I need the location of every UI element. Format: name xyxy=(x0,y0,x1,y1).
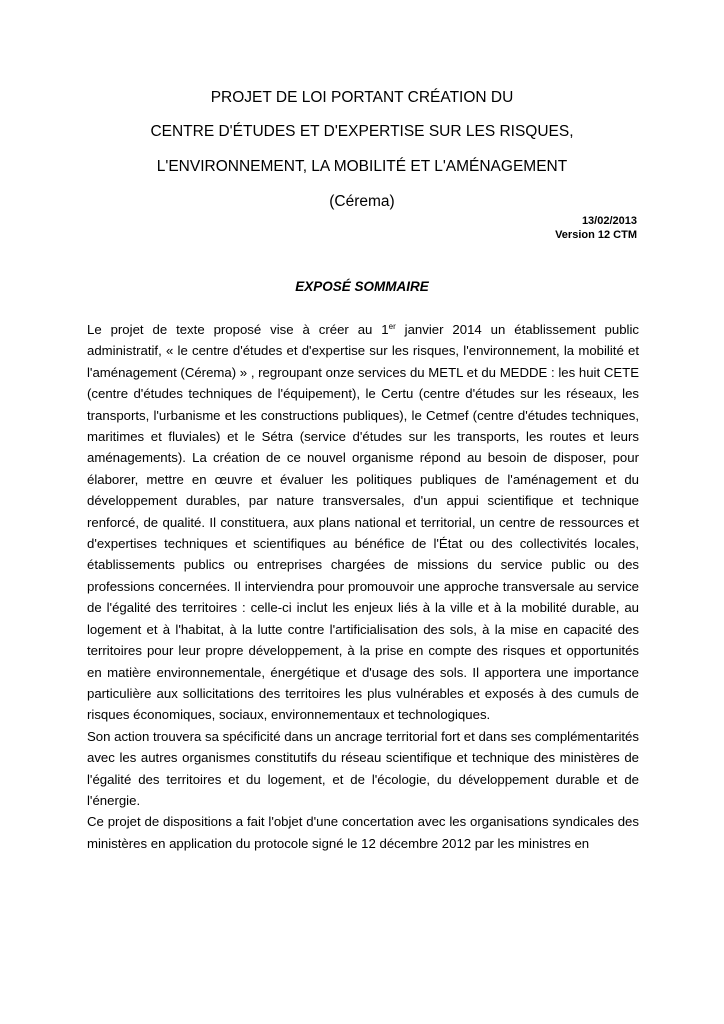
document-title-line-3: L'ENVIRONNEMENT, LA MOBILITÉ ET L'AMÉNAGEMENT xyxy=(156,158,568,175)
section-heading: EXPOSÉ SOMMAIRE xyxy=(295,279,429,294)
paragraph-1-start: Le projet de texte proposé vise à créer au 1 xyxy=(87,322,389,337)
document-title-line-2: CENTRE D'ÉTUDES ET D'EXPERTISE SUR LES RISQUES, xyxy=(150,123,574,140)
document-date: 13/02/2013 xyxy=(581,215,637,227)
document-version: Version 12 CTM xyxy=(555,229,637,241)
ordinal-superscript: er xyxy=(388,322,396,331)
paragraph-3: Ce projet de dispositions a fait l'objet d'une concertation avec les organisations syndicales des ministères en application du protocole signé le 12 décembre 2012 par les ministres en xyxy=(87,814,639,851)
paragraph-1 xyxy=(87,319,639,726)
document-title-acronym: (Cérema) xyxy=(329,193,395,210)
paragraph-1-rest: janvier 2014 un établissement public administratif, « le centre d'études et d'expertise sur les risques, l'environnement, la mobilité et l'aménagement (Cérema) » , regroupant onze services du METL et du MEDDE : les huit CETE (centre d'études techniques de l'équipement), le Certu (centre d'études sur les réseaux, les transports, l'urbanisme et les constructions publiques), le Cetmef (centre d'études techniques, maritimes et fluviales) et le Sétra (service d'études sur les transports, les routes et leurs aménagements). La création de ce nouvel organisme répond au besoin de disposer, pour élaborer, mettre en œuvre et évaluer les politiques publiques de l'aménagement et du développement durables, par nature transversales, d'un appui scientifique et technique renforcé, de qualité. Il constituera, aux plans national et territorial, un centre de ressources et d'expertises techniques et scientifiques au bénéfice de l'État ou des collectivités locales, établissements publics ou entreprises chargées de missions du service public ou des professions concernées. Il interviendra pour promouvoir une approche transversale au service de l'égalité des territoires : celle-ci inclut les enjeux liés à la ville et à la mobilité durable, au logement et à l'habitat, à la lutte contre l'artificialisation des sols, à la mise en capacité des territoires pour leur propre développement, à la prise en compte des risques et opportunités en matière environnementale, énergétique et d'usage des sols. Il apportera une importance particulière aux sollicitations des territoires les plus vulnérables et exposés à des cumuls de risques économiques, sociaux, environnementaux et technologiques. xyxy=(87,322,639,723)
document-body xyxy=(87,319,639,854)
document-title-line-1: PROJET DE LOI PORTANT CRÉATION DU xyxy=(210,89,514,106)
paragraph-2: Son action trouvera sa spécificité dans un ancrage territorial fort et dans ses complémentarités avec les autres organismes constitutifs du réseau scientifique et technique des ministères de l'égalité des territoires et du logement, et de l'écologie, du développement durable et de l'énergie. xyxy=(87,728,639,808)
